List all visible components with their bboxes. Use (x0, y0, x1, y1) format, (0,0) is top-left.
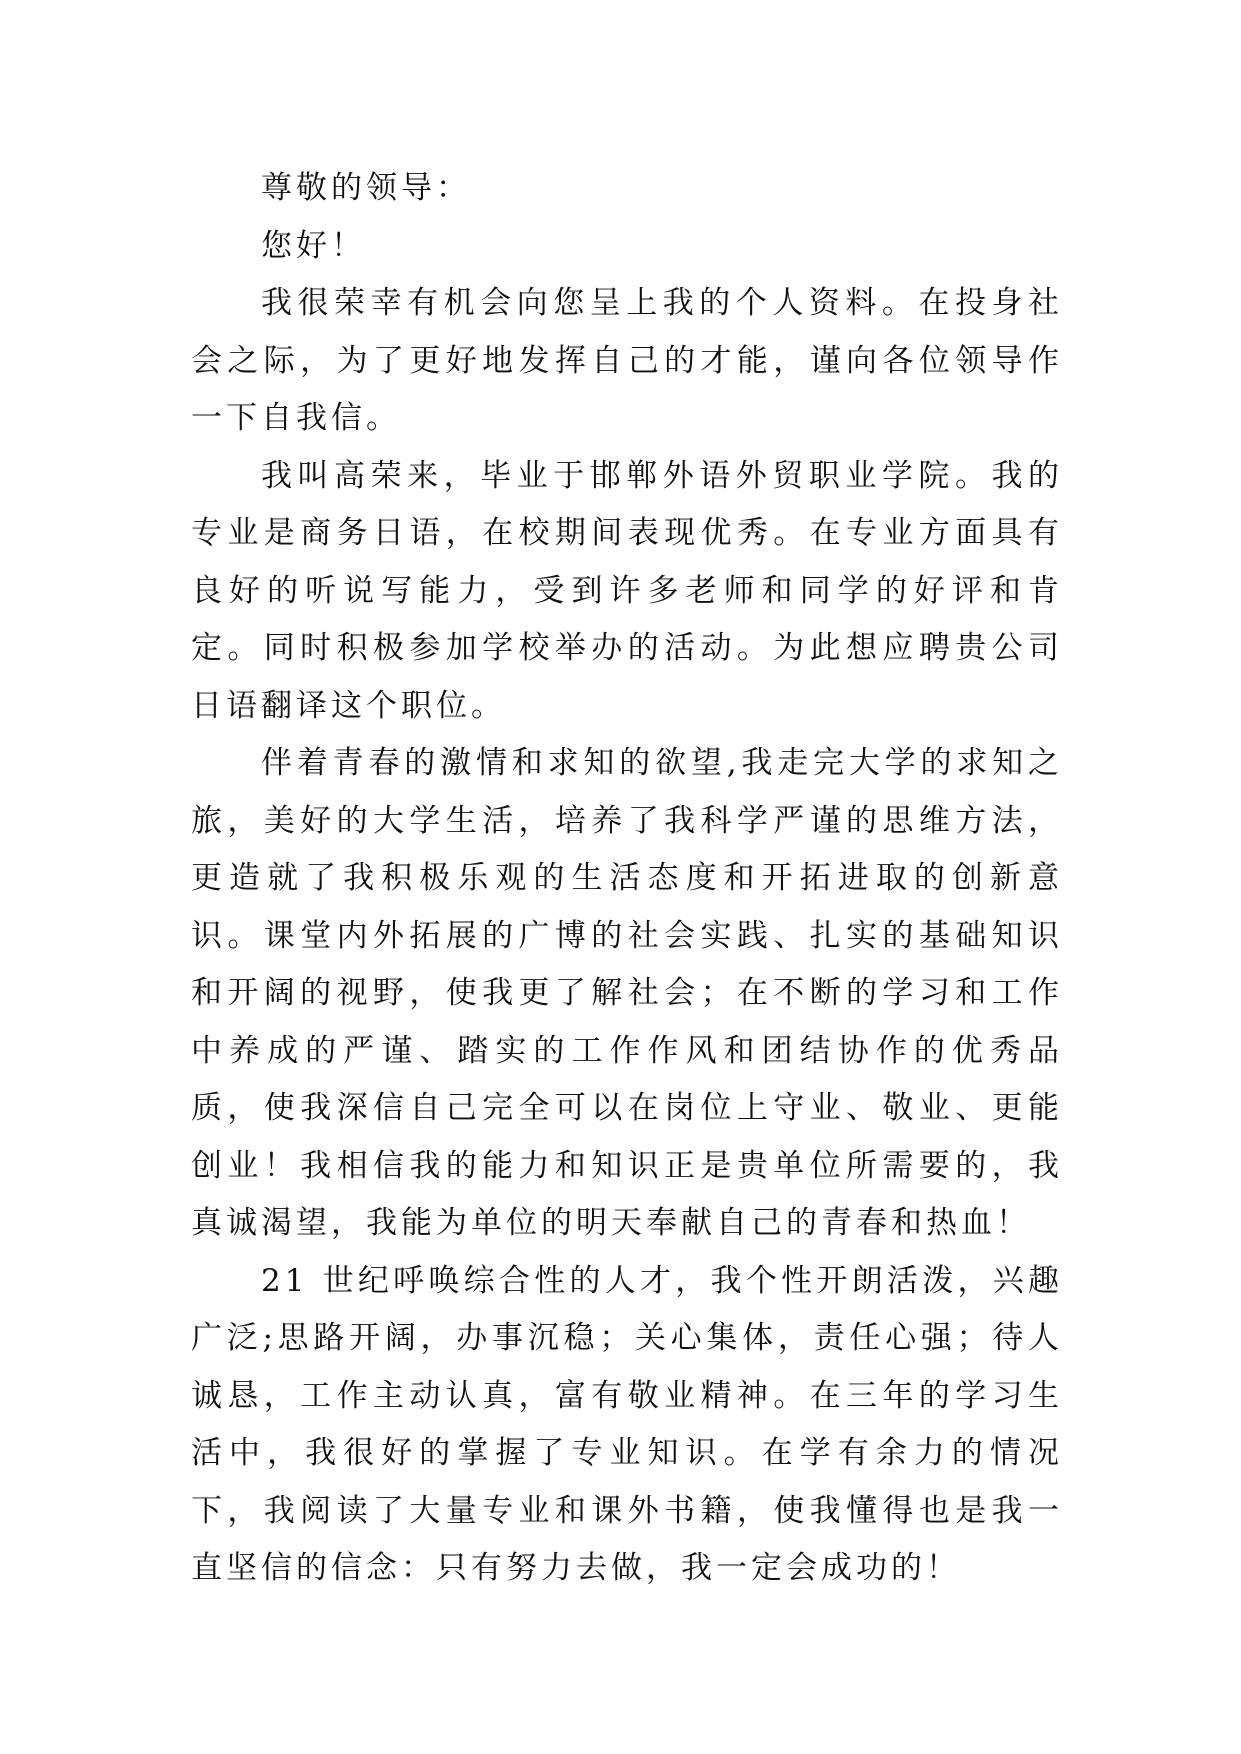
salutation: 尊敬的领导： (261, 170, 471, 206)
paragraph-personality: 21 世纪呼唤综合性的人才，我个性开朗活泼，兴趣广泛;思路开阔，办事沉稳；关心集体，责任心强；待人诚恳，工作主动认真，富有敬业精神。在三年的学习生活中，我很好的掌握了专业知识。在学有余力的情况下，我阅读了大量专业和课外书籍，使我懂得也是我一直坚信的信念：只有努力去做，我一定会成功的！ (191, 1262, 1063, 1586)
greeting: 您好！ (261, 227, 366, 264)
paragraph-intro: 我很荣幸有机会向您呈上我的个人资料。在投身社会之际，为了更好地发挥自己的才能，谨向各位领导作一下自我信。 (191, 285, 1063, 436)
paragraph-background: 我叫高荣来，毕业于邯郸外语外贸职业学院。我的专业是商务日语，在校期间表现优秀。在专业方面具有良好的听说写能力，受到许多老师和同学的好评和肯定。同时积极参加学校举办的活动。为此想应聘贵公司日语翻译这个职位。 (191, 457, 1063, 724)
letter-body (191, 160, 1063, 1598)
paragraph-university-life: 伴着青春的激情和求知的欲望,我走完大学的求知之旅，美好的大学生活，培养了我科学严谨的思维方法，更造就了我积极乐观的生活态度和开拓进取的创新意识。课堂内外拓展的广博的社会实践、扎实的基础知识和开阔的视野，使我更了解社会；在不断的学习和工作中养成的严谨、踏实的工作作风和团结协作的优秀品质，使我深信自己完全可以在岗位上守业、敬业、更能创业！我相信我的能力和知识正是贵单位所需要的，我真诚渴望，我能为单位的明天奉献自己的青春和热血！ (191, 745, 1063, 1241)
